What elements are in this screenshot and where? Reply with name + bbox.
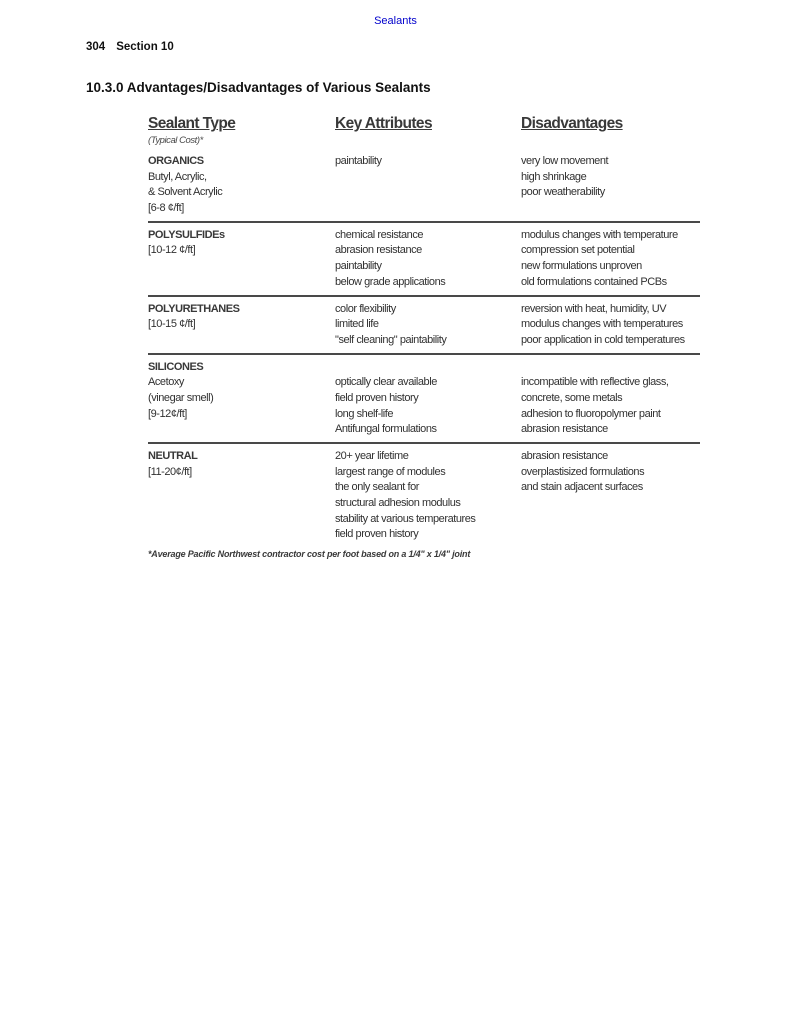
cell-line: limited life: [335, 318, 379, 331]
cell-line: long shelf-life: [335, 407, 394, 420]
footnote: *Average Pacific Northwest contractor cost per foot based on a 1/4" x 1/4" joint: [148, 549, 471, 560]
row-divider: [148, 353, 700, 355]
table-body: [148, 152, 700, 543]
cell-line: paintability: [335, 155, 382, 167]
table-row: [148, 447, 700, 543]
cell-line: poor application in cold temperatures: [521, 333, 685, 346]
cell-line: concrete, some metals: [521, 391, 623, 404]
disadvantages-cell: [521, 154, 700, 217]
sealant-group-name: NEUTRAL: [148, 450, 198, 462]
cell-line: stability at various temperatures: [335, 512, 476, 525]
key-attributes-cell: [335, 228, 521, 291]
cell-line: color flexibility: [335, 302, 396, 315]
cell-line: modulus changes with temperature: [521, 228, 678, 241]
cell-line: overplastisized formulations: [521, 465, 645, 478]
disadvantages-cell: [521, 449, 700, 543]
header-sealant-type: Sealant Type: [148, 115, 236, 132]
table-row: [148, 152, 700, 217]
cell-line: paintability: [335, 260, 382, 273]
row-divider: [148, 295, 700, 297]
sealant-comparison-table: [148, 114, 700, 559]
sealants-link[interactable]: Sealants: [374, 15, 417, 27]
cell-line: reversion with heat, humidity, UV: [521, 302, 667, 315]
cell-line: [335, 360, 521, 376]
cell-line: abrasion resistance: [335, 244, 422, 257]
cell-line: the only sealant for: [335, 481, 419, 494]
cell-line: incompatible with reflective glass,: [521, 376, 669, 389]
table-header: [148, 114, 700, 152]
cell-line: largest range of modules: [335, 465, 446, 478]
section-title: 10.3.0 Advantages/Disadvantages of Various Sealants: [86, 80, 431, 95]
row-divider: [148, 221, 700, 223]
cell-line: below grade applications: [335, 275, 446, 288]
cell-line: (vinegar smell): [148, 391, 214, 404]
sealant-type-cell: [148, 154, 335, 217]
key-attributes-cell: [335, 154, 521, 217]
sealant-type-cell: [148, 449, 335, 543]
cell-line: 20+ year lifetime: [335, 450, 409, 462]
table-row: [148, 358, 700, 438]
cell-line: Butyl, Acrylic,: [148, 170, 207, 183]
key-attributes-cell: [335, 302, 521, 349]
cell-line: [9-12¢/ft]: [148, 407, 187, 420]
section-label: Section 10: [116, 41, 174, 53]
cell-line: field proven history: [335, 528, 419, 541]
disadvantages-cell: [521, 302, 700, 349]
cell-line: adhesion to fluoropolymer paint: [521, 407, 661, 420]
cell-line: "self cleaning" paintability: [335, 333, 447, 346]
cell-line: [521, 360, 700, 376]
table-row: [148, 226, 700, 291]
sealant-group-name: POLYSULFIDEs: [148, 228, 225, 241]
cell-line: [11-20¢/ft]: [148, 465, 192, 478]
cell-line: compression set potential: [521, 244, 635, 257]
sealant-type-cell: [148, 360, 335, 438]
disadvantages-cell: [521, 360, 700, 438]
header-disadvantages: Disadvantages: [521, 115, 623, 132]
cell-line: structural adhesion modulus: [335, 497, 461, 510]
cell-line: abrasion resistance: [521, 423, 608, 436]
page-number: 304: [86, 41, 106, 53]
cell-line: [10-12 ¢/ft]: [148, 244, 196, 257]
disadvantages-cell: [521, 228, 700, 291]
sealant-group-name: POLYURETHANES: [148, 302, 240, 315]
cell-line: [6-8 ¢/ft]: [148, 202, 184, 215]
cell-line: Antifungal formulations: [335, 423, 437, 436]
cell-line: old formulations contained PCBs: [521, 275, 667, 288]
header-typical-cost: (Typical Cost)*: [148, 135, 203, 146]
sealant-type-cell: [148, 228, 335, 291]
key-attributes-cell: [335, 449, 521, 543]
cell-line: modulus changes with temperatures: [521, 318, 683, 331]
cell-line: high shrinkage: [521, 170, 587, 183]
cell-line: and stain adjacent surfaces: [521, 481, 643, 494]
sealant-type-cell: [148, 302, 335, 349]
cell-line: Acetoxy: [148, 376, 184, 389]
cell-line: abrasion resistance: [521, 450, 608, 462]
cell-line: chemical resistance: [335, 228, 424, 241]
cell-line: new formulations unproven: [521, 260, 642, 273]
cell-line: optically clear available: [335, 376, 437, 389]
key-attributes-cell: [335, 360, 521, 438]
sealant-group-name: ORGANICS: [148, 155, 204, 167]
cell-line: & Solvent Acrylic: [148, 186, 223, 199]
running-head: [86, 41, 185, 53]
cell-line: field proven history: [335, 391, 419, 404]
header-key-attributes: Key Attributes: [335, 115, 432, 132]
cell-line: very low movement: [521, 155, 609, 167]
cell-line: poor weatherability: [521, 186, 605, 199]
cell-line: [10-15 ¢/ft]: [148, 318, 196, 331]
table-row: [148, 300, 700, 349]
row-divider: [148, 442, 700, 444]
sealant-group-name: SILICONES: [148, 360, 204, 373]
